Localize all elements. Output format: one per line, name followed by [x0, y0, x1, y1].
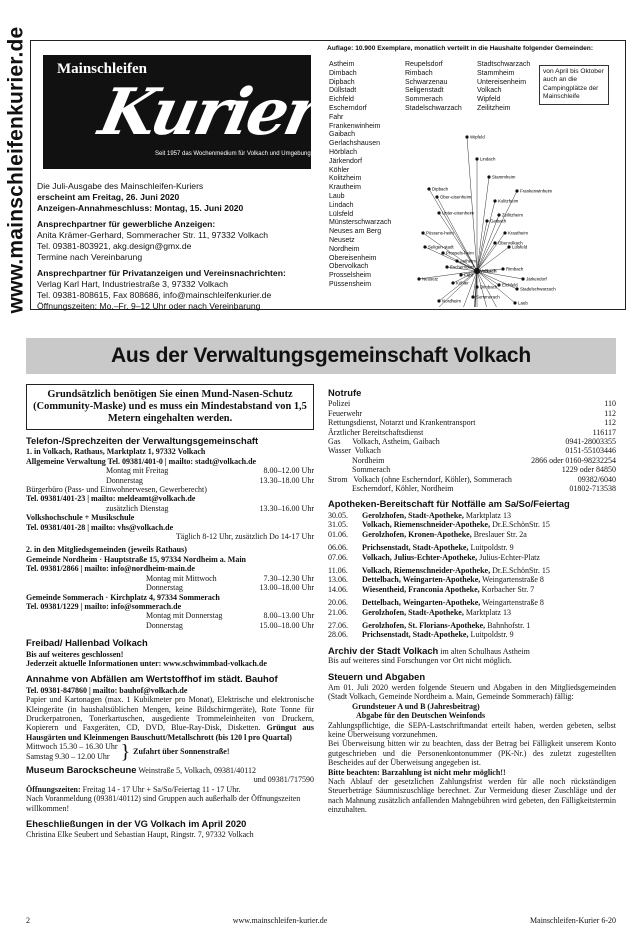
apotheke-name: Dettelbach, Weingarten-Apotheke, — [362, 598, 481, 608]
map-town-label: Püssens-heim — [426, 230, 454, 236]
municipality-item: Reupelsdorf — [405, 61, 443, 68]
apotheke-name: Gerolzhofen, Stadt-Apotheke, — [362, 510, 464, 520]
municipality-list-3 — [477, 61, 530, 114]
apotheke-street: Marktplatz 13 — [463, 510, 511, 520]
map-town-dot — [427, 187, 430, 190]
map-town-label: Krautheim — [508, 230, 529, 236]
municipality-list-1 — [329, 61, 391, 290]
issue-line1: Die Juli-Ausgabe des Mainschleifen-Kuriers — [37, 181, 204, 191]
map-town-label: Kolitzheim — [498, 198, 519, 204]
municipality-item: Seligenstadt — [405, 87, 444, 95]
page-number: 2 — [26, 916, 30, 925]
map-town-dot — [435, 195, 438, 198]
notruf-label: Feuerwehr — [328, 408, 363, 418]
notruf-row — [328, 418, 616, 427]
notruf-number: 116117 — [592, 427, 616, 437]
apotheke-date: 28.06. — [328, 630, 348, 640]
notruf-number: 0151-55103446 — [565, 446, 616, 456]
map-town-label: Seligen-stadt — [428, 244, 454, 250]
map-town-label: Unter-eisenheim — [442, 210, 475, 216]
map-town-dot — [451, 281, 454, 284]
footer-url[interactable]: www.mainschleifen-kurier.de — [232, 916, 328, 925]
notruf-number: 110 — [604, 399, 616, 409]
map-town-label: Järkendorf — [526, 276, 547, 282]
map-town-label: Laub — [518, 300, 528, 306]
apotheke-date: 20.06. — [328, 598, 348, 608]
map-town-dot — [497, 213, 500, 216]
notruf-label: Escherndorf, Köhler, Nordheim — [328, 484, 454, 494]
map-town-label: Dimbach — [480, 284, 498, 290]
municipality-item: Astheim — [329, 61, 355, 68]
map-town-label: Wipfeld — [470, 135, 485, 140]
apotheke-row — [328, 621, 616, 630]
map-town-label: Volkach — [480, 268, 497, 274]
map-town-dot — [417, 277, 420, 280]
kurier-logo — [43, 55, 325, 169]
map-town-label: Escherndorf — [450, 264, 474, 270]
tel-heading: Telefon-/Sprechzeiten der Verwaltungsgemeinschaft — [26, 435, 259, 446]
logo-small-text: Mainschleifen — [57, 61, 147, 77]
municipality-item: Laub — [329, 192, 345, 200]
map-route — [477, 201, 495, 271]
municipality-item: Kolitzheim — [329, 175, 362, 183]
map-town-dot — [445, 265, 448, 268]
map-town-label: Ober-eisenheim — [440, 194, 472, 200]
map-town-label: Rimbach — [506, 266, 524, 272]
municipality-item: Lülsfeld — [329, 210, 354, 218]
apotheke-date: 07.06. — [328, 552, 348, 562]
apotheke-row — [328, 566, 616, 575]
map-town-label: Zeilitzheim — [502, 212, 523, 218]
municipality-item: Köhler — [329, 166, 350, 174]
municipality-item: Krautheim — [329, 184, 361, 192]
apotheke-row — [328, 520, 616, 529]
map-town-dot — [521, 277, 524, 280]
municipality-item: Gerlachshausen — [329, 140, 380, 148]
notruf-number: 01802-713538 — [569, 484, 616, 494]
municipality-item: Sommerach — [405, 96, 443, 104]
notruf-label: Polizei — [328, 399, 351, 409]
apotheke-date: 31.05. — [328, 520, 348, 530]
municipality-item: Hörblach — [329, 148, 358, 156]
apotheke-row — [328, 598, 616, 607]
circulation — [327, 45, 623, 306]
map-town-dot — [465, 135, 468, 138]
notruf-row — [328, 428, 616, 437]
map-town-dot — [423, 245, 426, 248]
apotheke-street: Weingartenstraße 8 — [480, 575, 544, 585]
notruf-label: Strom Volkach (ohne Escherndorf, Köhler), Sommerach — [328, 474, 512, 484]
map-town-dot — [503, 231, 506, 234]
notruf-row — [328, 484, 616, 493]
notruf-number: 112 — [604, 408, 616, 418]
map-town-dot — [421, 231, 424, 234]
footer-issue: Mainschleifen-Kurier 6-20 — [530, 916, 616, 925]
apotheke-row — [328, 585, 616, 594]
steuer-heading: Steuern und Abgaben — [328, 670, 426, 682]
notruf-row — [328, 446, 616, 455]
municipality-item: Schwarzenau — [405, 78, 448, 86]
notruf-row — [328, 475, 616, 484]
notruf-table — [328, 399, 616, 493]
map-town-label: Lülsfeld — [512, 244, 528, 250]
apotheke-street: Luitpoldstr. 9 — [468, 630, 514, 640]
side-url: www.mainschleifenkurier.de — [4, 26, 28, 314]
municipality-item: Wipfeld — [477, 96, 501, 104]
municipality-item: Dipbach — [329, 78, 355, 86]
notruf-number: 112 — [604, 418, 616, 428]
map-town-dot — [485, 219, 488, 222]
bad-link[interactable]: Jederzeit aktuelle Informationen unter: www.schwimmbad-volkach.de — [26, 658, 267, 668]
map-town-dot — [493, 241, 496, 244]
priv-contact-head: Ansprechpartner für Privatanzeigen und Vereinsnachrichten: — [37, 268, 286, 278]
apotheke-name: Prichsenstadt, Stadt-Apotheke, — [362, 630, 469, 640]
apotheke-name: Dettelbach, Weingarten-Apotheke, — [362, 575, 481, 585]
issue-line2: erscheint am Freitag, 26. Juni 2020 — [37, 192, 180, 202]
apotheke-date: 01.06. — [328, 529, 348, 539]
apotheke-street: Korbacher Str. 7 — [479, 584, 535, 594]
apotheke-name: Volkach, Julius-Echter-Apotheke, — [362, 552, 478, 562]
apotheke-name: Volkach, Riemenschneider-Apotheke, — [362, 565, 491, 575]
apotheke-row — [328, 575, 616, 584]
map-town-label: Fahr — [464, 272, 474, 278]
apotheke-name: Gerolzhofen, St. Florians-Apotheke, — [362, 620, 486, 630]
map-town-dot — [455, 259, 458, 262]
apotheke-street: Marktplatz 13 — [463, 607, 511, 617]
notruf-row — [328, 409, 616, 418]
map-town-label: Neusetz — [422, 276, 439, 282]
priv-contact-open: Öffnungszeiten: Mo.–Fr. 9–12 Uhr oder nach Vereinbarung — [37, 301, 261, 311]
archiv-heading: Archiv der Stadt Volkach im alten Schulhaus Astheim — [328, 644, 530, 656]
notruf-number: 1229 oder 84850 — [561, 465, 616, 475]
notruf-label: Sommerach — [328, 465, 391, 475]
municipality-item: Stadelschwarzach — [405, 104, 462, 112]
map-town-dot — [493, 199, 496, 202]
municipality-item: Rimbach — [405, 69, 433, 77]
page-footer — [26, 916, 616, 925]
apotheke-name: Gerolzhofen, Kronen-Apotheke, — [362, 529, 472, 539]
notruf-heading: Notrufe — [328, 387, 362, 398]
municipality-item: Münsterschwarzach — [329, 219, 392, 227]
apotheke-street: Julius-Echter-Platz — [477, 552, 540, 562]
municipality-item: Dimbach — [329, 69, 357, 77]
apotheke-date: 27.06. — [328, 620, 348, 630]
distribution-map — [407, 135, 621, 307]
biz-contact-term: Termine nach Vereinbarung — [37, 252, 143, 262]
notruf-number: 0941-28003355 — [565, 437, 616, 447]
map-town-dot — [475, 157, 478, 160]
logo-since: Seit 1957 das Wochenmedium für Volkach und Umgebung — [155, 151, 311, 157]
municipality-item: Prosselsheim — [329, 272, 372, 280]
map-town-label: Stadelschwarzach — [520, 286, 556, 292]
apotheke-name: Volkach, Riemenschneider-Apotheke, — [362, 520, 491, 530]
notruf-row — [328, 456, 616, 465]
municipality-item: Düllstadt — [329, 87, 357, 95]
abfall-heading: Annahme von Abfällen am Wertstoffhof im städt. Bauhof — [26, 673, 278, 685]
municipality-item: Obereisenheim — [329, 254, 377, 262]
notruf-row — [328, 399, 616, 408]
apotheke-date: 06.06. — [328, 543, 348, 553]
apotheken-table — [328, 511, 616, 640]
map-town-dot — [459, 273, 462, 276]
apotheke-row — [328, 630, 616, 639]
notruf-row — [328, 465, 616, 474]
apotheke-row — [328, 543, 616, 552]
apotheke-date: 11.06. — [328, 565, 348, 575]
apotheke-name: Gerolzhofen, Stadt-Apotheke, — [362, 607, 464, 617]
notruf-number: 2866 oder 0160-98232254 — [531, 455, 616, 465]
apotheke-date: 14.06. — [328, 584, 348, 594]
notruf-row — [328, 437, 616, 446]
map-town-dot — [507, 245, 510, 248]
biz-contact-head: Ansprechpartner für gewerbliche Anzeigen: — [37, 219, 216, 229]
issue-deadline: Anzeigen-Annahmeschluss: Montag, 15. Juni 2020 — [37, 203, 244, 213]
apotheke-street: Luitpoldstr. 9 — [468, 543, 514, 553]
issue-info — [37, 181, 327, 312]
map-town-dot — [475, 285, 478, 288]
apotheken-heading: Apotheken-Bereitschaft für Notfälle am Sa/So/Feiertag — [328, 498, 570, 510]
camping-note: von April bis Oktober auch an die Campingplätze der Mainschleife — [539, 65, 609, 105]
apotheke-street: Breslauer Str. 2a — [471, 529, 527, 539]
apotheke-name: Prichsenstadt, Stadt-Apotheke, — [362, 543, 469, 553]
municipality-item: Eichfeld — [329, 96, 354, 104]
notruf-label: Gas Volkach, Astheim, Gaibach — [328, 437, 440, 447]
map-town-dot — [515, 189, 518, 192]
apotheke-date: 13.06. — [328, 575, 348, 585]
notruf-label: Wasser Volkach — [328, 446, 381, 456]
municipality-item: Frankenwinheim — [329, 122, 381, 130]
map-town-label: Stammheim — [492, 174, 516, 180]
map-town-label: Köhler — [456, 280, 469, 286]
municipality-item: Escherndorf — [329, 104, 367, 112]
map-town-label: Eichfeld — [502, 282, 518, 288]
municipality-item: Stadtschwarzach — [477, 61, 531, 68]
map-town-dot — [487, 175, 490, 178]
biz-contact-name: Anita Krämer-Gerhard, Sommeracher Str. 11, 97332 Volkach — [37, 230, 269, 240]
right-column: Notrufe Polizei 110 Feuerwehr 112 Rettungsdienst, Notarzt und Krankentransport 112 Ärztlicher Bereitschaftsdienst 116117 Gas Volkach, Astheim, Gaibach 0941-28003355 Wasser Volkach 0151-55103446 Nordheim 2866 oder 0160-98232254 Sommerach 1229 oder 84850 Strom Volkach (ohne Escherndorf, Köhler), Sommerach 09382/6040 Escherndorf, Köhler, Nordheim 01802-713538 Apotheken-Bereitschaft für Notfälle am Sa/So/Feiertag 30.05. Gerolzhofen, Stadt-Apotheke, Marktplatz 13 31.05. Volkach, Riemenschneider-Apotheke, Dr.E.SchönStr. 15 01.06. Gerolzhofen, Kronen-Apotheke, Breslauer Str. 2a 06.06. Prichsenstadt, Stadt-Apotheke, Luitpoldstr. 9 07.06. Volkach, Julius-Echter-Apotheke, Julius-Echter-Platz 11.06. Volkach, Riemenschneider-Apotheke, Dr.E.SchönStr. 15 13.06. Dettelbach, Weingarten-Apotheke, Weingartenstraße 8 14.06. Wiesentheid, Franconia Apotheke, Korbacher Str. 7 20.06. Dettelbach, Weingarten-Apotheke, Weingartenstraße 8 21.06. Gerolzhofen, Stadt-Apotheke, Marktplatz 13 27.06. Gerolzhofen, St. Florians-Apotheke, Bahnhofstr. 1 28.06. Prichsenstadt, Stadt-Apotheke, Luitpoldstr. 9 Archiv der Stadt Volkach im alten Schulhaus Astheim Bis auf weiteres sind Forschungen vor Ort nicht möglich. Steuern und Abgaben Am 01. Juli 2020 werden folgende Steuern und Abgaben in den Mitgliedsgemeinden (Stadt Volkach, Gemeinde Nordheim a. Main, Gemeinde Sommerach) fällig: Grundsteuer A und B (Jahresbeitrag) Abgabe für den Deutschen Weinfonds Zahlungspflichtige, die SEPA-Lastschriftmandat erteilt haben, werden gebeten, selbst keine Überweisung vorzunehmen. Bei Überweisung bitten wir zu beachten, dass der Betrag bei Fälligkeit unserem Konto gutgeschrieben und die Personenkontonummer (PK-Nr.) des zuletzt zugestellten Bescheides auf der Überweisung angegeben ist. Bitte beachten: Barzahlung ist nicht mehr möglich!! Nach Ablauf der gesetzlichen Zahlungsfrist werden für alle noch rückständigen Steuerbeträge Säumniszuschläge berechnet. Zur Vermeidung dieser Zuschläge und der nach Mahnung zusätzlich anfallenden Mahngebühren wird gebeten, den Fälligkeitstermin einzuhalten. — [328, 387, 616, 815]
map-town-label: Lindach — [480, 156, 496, 162]
notruf-label: Ärztlicher Bereitschaftsdienst — [328, 427, 424, 437]
map-town-dot — [441, 251, 444, 254]
municipality-item: Neusetz — [329, 236, 355, 244]
municipality-item: Fahr — [329, 113, 344, 121]
apotheke-row — [328, 608, 616, 617]
municipality-item: Gaibach — [329, 131, 356, 139]
municipality-item: Stammheim — [477, 69, 515, 77]
municipality-item: Järkendorf — [329, 157, 363, 165]
logo-big-text: Kurier — [93, 75, 325, 150]
notruf-label: Rettungsdienst, Notarzt und Krankentransport — [328, 418, 476, 428]
municipality-item: Volkach — [477, 87, 502, 95]
municipality-item: Zeilitzheim — [477, 104, 511, 112]
map-town-dot — [437, 299, 440, 302]
apotheke-date: 21.06. — [328, 607, 348, 617]
biz-contact-tel: Tel. 09381-803921, akg.design@gmx.de — [37, 241, 192, 251]
municipality-item: Neuses am Berg — [329, 228, 382, 236]
municipality-item: Nordheim — [329, 245, 360, 253]
apotheke-street: Weingartenstraße 8 — [480, 598, 544, 608]
map-town-dot — [497, 283, 500, 286]
mask-notice: Grundsätzlich benötigen Sie einen Mund-Nasen-Schutz (Community-Maske) und es muss ein Mindestabstand von 1,5 Metern eingehalten werden. — [26, 384, 314, 430]
apotheke-street: Dr.E.SchönStr. 15 — [490, 520, 550, 530]
left-column: Grundsätzlich benötigen Sie einen Mund-Nasen-Schutz (Community-Maske) und es muss ein Mindestabstand von 1,5 Metern eingehalten werden. Telefon-/Sprechzeiten der Verwaltungsgemeinschaft 1. in Volkach, Rathaus, Marktplatz 1, 97332 Volkach Allgemeine Verwaltung Tel. 09381/401-0 | mailto: stadt@volkach.de Montag mit Freitag 8.00–12.00 Uhr Donnerstag 13.30–18.00 Uhr Bürgerbüro (Pass- und Einwohnerwesen, Gewerberecht) Tel. 09381/401-23 | mailto: meldeamt@volkach.de zusätzlich Dienstag 13.30–16.00 Uhr Volkshochschule + Musikschule Tel. 09381/401-28 | mailto: vhs@volkach.de Täglich 8-12 Uhr, zusätzlich Do 14-17 Uhr 2. in den Mitgliedsgemeinden (jeweils Rathaus) Gemeinde Nordheim · Hauptstraße 15, 97334 Nordheim a. Main Tel. 09381/2866 | mailto: info@nordheim-main.de Montag mit Mittwoch 7.30–12.30 Uhr Donnerstag 13.00–18.00 Uhr Gemeinde Sommerach · Kirchplatz 4, 97334 Sommerach Tel. 09381/1229 | mailto: info@sommerach.de Montag mit Donnerstag 8.00–13.00 Uhr Donnerstag 15.00–18.00 Uhr Freibad/ Hallenbad Volkach Bis auf weiteres geschlossen! Jederzeit aktuelle Informationen unter: www.schwimmbad-volkach.de Annahme von Abfällen am Wertstoffhof im städt. Bauhof Tel. 09381-847860 | mailto: bauhof@volkach.de Papier und Kartonagen (max. 1 Kubikmeter pro Monat), Elektrische und elektronische Kleingeräte (in haushaltsüblichen Mengen, keine Bildschirmgeräte), Rote Tonne für Druckerpatronen, Tonerkartuschen, ausgediente Trommeleinheiten von Druckern, Kopierern und Faxgeräten, CD, DVD, Blue-Ray-Disk, Disketten. Grüngut aus Hausgärten und Kleinmengen Bauschutt/Metallschrott (bis 120 l pro Quartal) Mittwoch 15.30 – 16.30 Uhr Samstag 9.30 – 12.00 Uhr } Zufahrt über Sonnenstraße! Museum Barockscheune Weinstraße 5, Volkach, 09381/40112 und 09381/717590 Öffnungszeiten: Freitag 14 - 17 Uhr + Sa/So/Feiertag 11 - 17 Uhr. Nach Voranmeldung (09381/40112) sind Gruppen auch außerhalb der Öffnungszeiten willkommen! Eheschließungen in der VG Volkach im April 2020 Christina Elke Seubert und Sebastian Haupt, Ringstr. 7, 97332 Volkach — [26, 384, 314, 840]
municipality-item: Püssensheim — [329, 280, 372, 288]
map-town-dot — [471, 295, 474, 298]
section-banner: Aus der Verwaltungsgemeinschaft Volkach — [26, 338, 616, 374]
priv-contact-tel: Tel. 09381-808615, Fax 808686, info@mainschleifenkurier.de — [37, 290, 272, 300]
map-town-dot — [501, 267, 504, 270]
notruf-number: 09382/6040 — [577, 474, 616, 484]
map-town-dot — [437, 211, 440, 214]
apotheke-row — [328, 511, 616, 520]
map-town-dot — [513, 301, 516, 304]
municipality-item: Untereisenheim — [477, 78, 527, 86]
apotheke-name: Wiesentheid, Franconia Apotheke, — [362, 584, 480, 594]
map-town-label — [440, 307, 473, 308]
map-town-label: Obervolkach — [498, 240, 523, 246]
apotheke-street: Bahnhofstr. 1 — [485, 620, 531, 630]
notruf-label: Nordheim — [328, 455, 385, 465]
municipality-list-2 — [405, 61, 462, 114]
map-town-label: Nordheim — [442, 298, 462, 304]
apotheke-date: 30.05. — [328, 510, 348, 520]
map-town-dot — [515, 287, 518, 290]
municipality-item: Obervolkach — [329, 263, 369, 271]
map-town-label: Sommerach — [476, 294, 500, 300]
publisher-box — [30, 40, 626, 310]
apotheke-row — [328, 553, 616, 562]
map-town-label: Dipbach — [432, 186, 449, 192]
apotheke-street: Dr.E.SchönStr. 15 — [490, 565, 550, 575]
map-town-label: Gaibach — [490, 218, 507, 224]
priv-contact-name: Verlag Karl Hart, Industriestraße 3, 97332 Volkach — [37, 279, 229, 289]
ehe-heading: Eheschließungen in der VG Volkach im April 2020 — [26, 818, 247, 830]
museum-block: Museum Barockscheune Weinstraße 5, Volkach, 09381/40112 — [26, 764, 256, 775]
apotheke-row — [328, 530, 616, 539]
circulation-head: Auflage: 10.900 Exemplare, monatlich verteilt in die Haushalte folgender Gemeinden: — [327, 45, 594, 52]
map-town-label: Astheim — [460, 258, 476, 264]
bad-heading: Freibad/ Hallenbad Volkach — [26, 637, 148, 649]
map-town-label: Prossels-heim — [446, 250, 474, 256]
map-town-label: Frankenwinheim — [520, 188, 553, 194]
municipality-item: Lindach — [329, 201, 354, 209]
